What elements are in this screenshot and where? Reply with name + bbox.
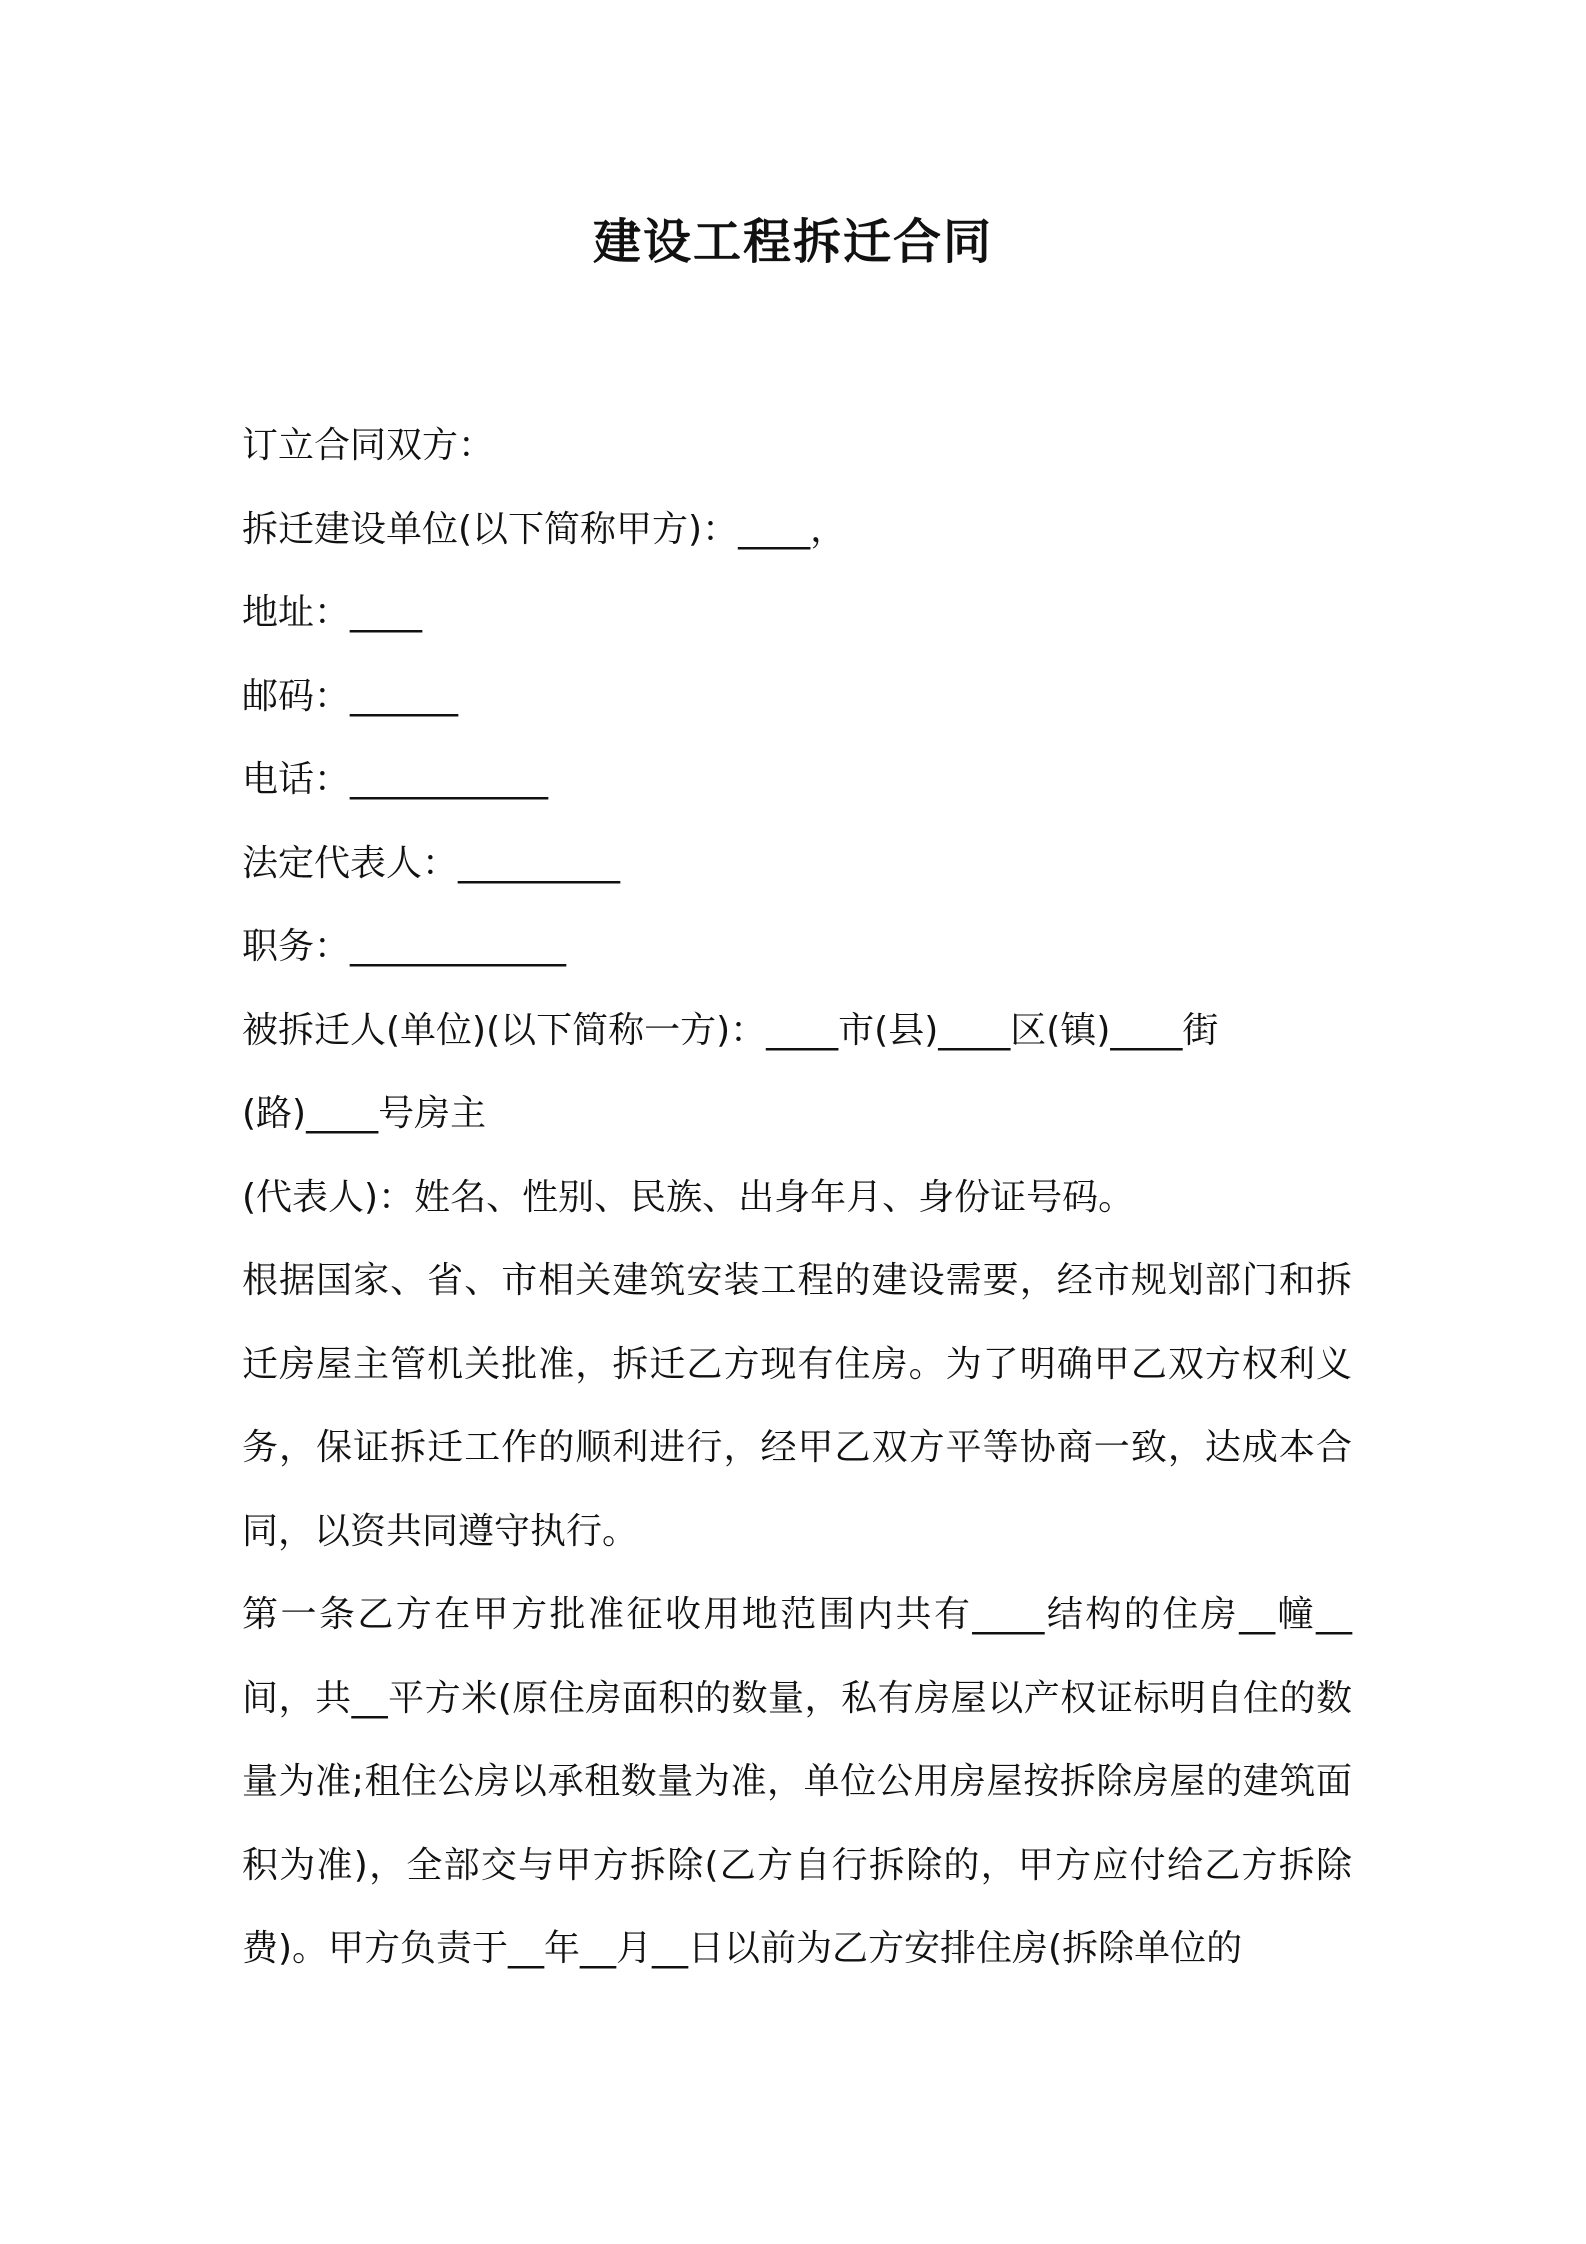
document-title: 建设工程拆迁合同 [592, 214, 993, 270]
article-one-paragraph: 第一条乙方在甲方批准征收用地范围内共有____结构的住房__幢__间，共__平方米(原住房面积的数量，私有房屋以产权证标明自住的数量为准;租住公房以承租数量为准，单位公用房屋按拆除房屋的建筑面积为准)，全部交与甲方拆除(乙方自行拆除的，甲方应付给乙方拆除费)。甲方负责于__年__月__日以前为乙方安排住房(拆除单位的 [242, 1594, 1352, 1969]
phone-line: 电话：___________ [242, 759, 549, 800]
legal-representative-line: 法定代表人：_________ [242, 842, 621, 884]
document-body [242, 404, 1352, 1991]
party-a-line: 拆迁建设单位(以下简称甲方)：____， [242, 508, 847, 550]
relocatee-road-line: (路)____号房主 [242, 1093, 487, 1134]
postcode-line: 邮码：______ [242, 675, 459, 717]
address-line: 地址：____ [242, 592, 423, 633]
position-line: 职务：____________ [242, 926, 567, 967]
preamble-paragraph: 根据国家、省、市相关建筑安装工程的建设需要，经市规划部门和拆迁房屋主管机关批准，拆迁乙方现有住房。为了明确甲乙双方权利义务，保证拆迁工作的顺利进行，经甲乙双方平等协商一致，达成本合同，以资共同遵守执行。 [242, 1260, 1352, 1552]
relocatee-line: 被拆迁人(单位)(以下简称一方)：____市(县)____区(镇)____街 [242, 1009, 1219, 1051]
parties-heading: 订立合同双方： [242, 425, 495, 466]
representative-info-line: (代表人)：姓名、性别、民族、出身年月、身份证号码。 [242, 1176, 1135, 1218]
